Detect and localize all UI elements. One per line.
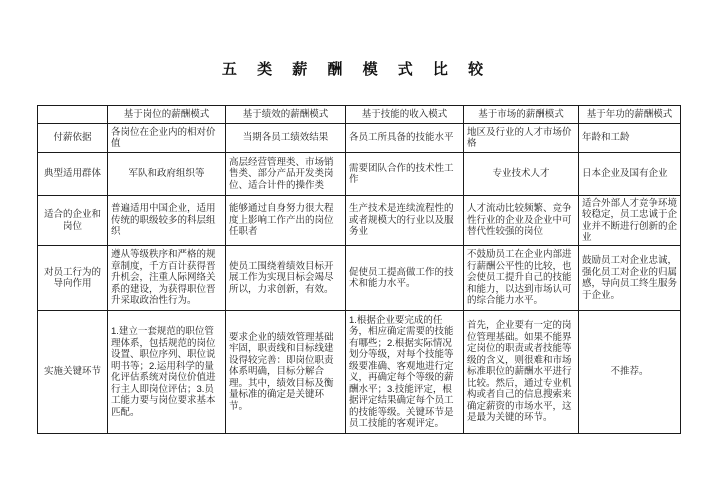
table-cell: 专业技术人才 xyxy=(464,153,579,196)
table-cell: 日本企业及国有企业 xyxy=(579,153,681,196)
table-cell: 使员工围绕着绩效目标开展工作为实现目标会竭尽所以，力求创新，有效。 xyxy=(226,246,346,311)
table-cell: 不推荐。 xyxy=(579,311,681,434)
table-cell: 高层经营管理类、市场销售类、部分产品开发类岗位、适合计件的操作类 xyxy=(226,153,346,196)
row-label: 付薪依据 xyxy=(38,124,108,153)
table-row-suitable-enterprises xyxy=(38,196,681,246)
page-title: 五 类 薪 酬 模 式 比 较 xyxy=(221,61,492,78)
row-label: 适合的企业和岗位 xyxy=(38,196,108,246)
table-cell: 各岗位在企业内的相对价值 xyxy=(108,124,226,153)
column-header-performance-based: 基于绩效的薪酬模式 xyxy=(226,106,346,124)
corner-header-cell xyxy=(38,106,108,124)
table-cell: 地区及行业的人才市场价格 xyxy=(464,124,579,153)
table-cell: 要求企业的绩效管理基础牢固，职责线和目标线建设得较完善：即岗位职责体系明确，目标分解合理。其中，绩效目标及衡量标准的确定是关键环节。 xyxy=(226,311,346,434)
column-header-skill-based: 基于技能的收入模式 xyxy=(346,106,464,124)
column-header-market-based: 基于市场的薪酬模式 xyxy=(464,106,579,124)
column-header-position-based: 基于岗位的薪酬模式 xyxy=(108,106,226,124)
table-cell: 生产技术是连续流程性的或者规模大的行业以及服务业 xyxy=(346,196,464,246)
table-row-behavior-guidance xyxy=(38,246,681,311)
row-label: 实施关键环节 xyxy=(38,311,108,434)
table-cell: 人才流动比较频繁、竞争性行业的企业及企业中可替代性较强的岗位 xyxy=(464,196,579,246)
table-cell: 1.根据企业要完成的任务，相应确定需要的技能有哪些；2.根据实际情况划分等级，对每个技能等级要准确、客观地进行定义，再确定每个等级的薪酬水平；3.技能评定，根据评定结果确定每个员工的技能等级。关键环节是员工技能的客观评定。 xyxy=(346,311,464,434)
table-cell: 能够通过自身努力很大程度上影响工作产出的岗位任职者 xyxy=(226,196,346,246)
table-cell: 需要团队合作的技术性工作 xyxy=(346,153,464,196)
table-row-pay-basis xyxy=(38,124,681,153)
table-cell: 遵从等级秩序和严格的规章制度，千方百计获得晋升机会，注重人际网络关系的建设，为获得职位晋升采取政治性行为。 xyxy=(108,246,226,311)
table-cell: 当期各员工绩效结果 xyxy=(226,124,346,153)
table-cell: 普遍适用中国企业，适用传统的职级较多的科层组织 xyxy=(108,196,226,246)
table-cell: 鼓励员工对企业忠诚，强化员工对企业的归属感，导向员工终生服务于企业。 xyxy=(579,246,681,311)
table-cell: 适合外部人才竞争环境较稳定，员工忠诚于企业并不断进行创新的企业 xyxy=(579,196,681,246)
column-header-seniority-based: 基于年功的薪酬模式 xyxy=(579,106,681,124)
table-row-typical-groups xyxy=(38,153,681,196)
table-cell: 各员工所具备的技能水平 xyxy=(346,124,464,153)
table-cell: 年龄和工龄 xyxy=(579,124,681,153)
table-cell: 军队和政府组织等 xyxy=(108,153,226,196)
table-row-key-implementation-steps xyxy=(38,311,681,434)
table-cell: 促使员工提高做工作的技术和能力水平。 xyxy=(346,246,464,311)
table-header-row xyxy=(38,106,681,124)
table-cell: 首先，企业要有一定的岗位管理基础。如果不能界定岗位的职责或者技能等级的含义，则很难和市场标准职位的薪酬水平进行比较。然后，通过专业机构或者自己的信息搜索来确定薪资的市场水平，这是最为关键的环节。 xyxy=(464,311,579,434)
row-label: 对员工行为的导向作用 xyxy=(38,246,108,311)
salary-model-comparison-table xyxy=(37,105,681,434)
table-cell: 1.建立一套规范的职位管理体系，包括规范的岗位设置、职位序列、职位说明书等；2.运用科学的量化评估系统对岗位价值进行主人即岗位评估；3.员工能力要与岗位要求基本匹配。 xyxy=(108,311,226,434)
table-cell: 不鼓励员工在企业内部进行薪酬公平性的比较，也会使员工提升自己的技能和能力，以达到市场认可的综合能力水平。 xyxy=(464,246,579,311)
row-label: 典型适用群体 xyxy=(38,153,108,196)
